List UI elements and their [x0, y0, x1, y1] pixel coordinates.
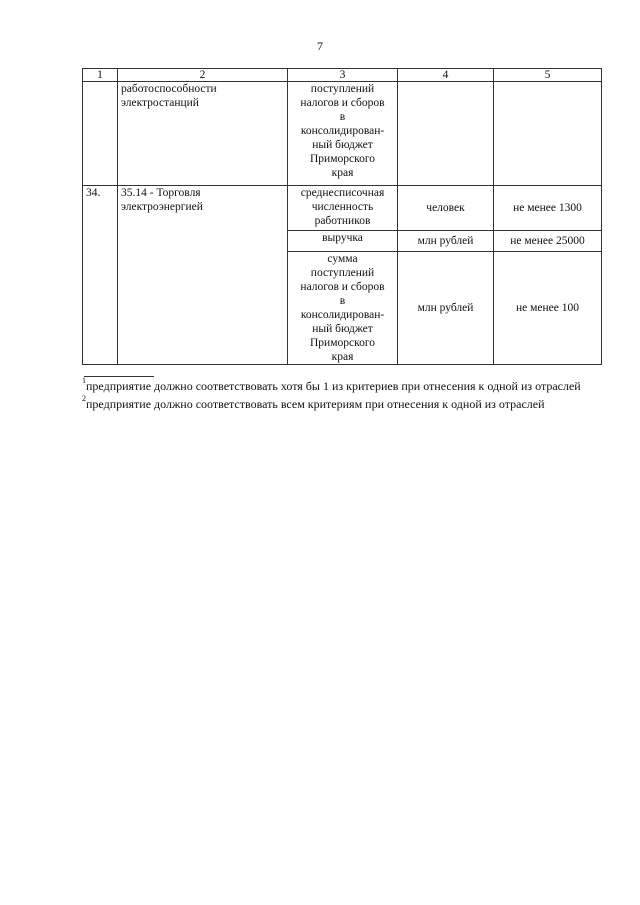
- table-row: [83, 82, 602, 186]
- criteria-table: [82, 68, 602, 365]
- header-cell: 4: [398, 69, 494, 82]
- indicator-line: среднесписочная: [300, 187, 385, 199]
- indicator-cell: [288, 82, 398, 186]
- indicator-line: поступлений: [310, 267, 375, 279]
- activity-cell: работоспособности электростанций: [118, 82, 288, 186]
- indicator-line: сумма: [327, 253, 358, 265]
- value-cell: не менее 25000: [494, 231, 602, 252]
- indicator-line: в: [339, 295, 346, 307]
- activity-cell: 35.14 - Торговля электроэнергией: [118, 186, 288, 365]
- indicator-line: поступлений: [310, 83, 375, 95]
- table-header-row: [83, 69, 602, 82]
- indicator-line: края: [331, 167, 354, 179]
- indicator-cell: [288, 186, 398, 231]
- footnote: [82, 395, 612, 413]
- row-number-cell: [83, 82, 118, 186]
- table-row: [83, 186, 602, 231]
- header-cell: 5: [494, 69, 602, 82]
- indicator-line: налогов и сборов: [300, 97, 385, 109]
- footnote-mark: 1: [82, 376, 86, 385]
- footnote-text: предприятие должно соответствовать всем критериям при отнесения к одной из отраслей: [86, 397, 545, 411]
- indicator-line: ный бюджет: [312, 323, 373, 335]
- indicator-line: работников: [314, 215, 371, 227]
- footnote-mark: 2: [82, 394, 86, 403]
- indicator-line: консолидирован-: [300, 309, 385, 321]
- unit-cell: млн рублей: [398, 252, 494, 365]
- indicator-line: края: [331, 351, 354, 363]
- indicator-line: выручка: [322, 232, 363, 244]
- indicator-line: налогов и сборов: [300, 281, 385, 293]
- indicator-cell: [288, 231, 398, 252]
- indicator-line: в: [339, 111, 346, 123]
- footnotes: [82, 377, 612, 413]
- footnote: [82, 377, 612, 395]
- row-number-cell: 34.: [83, 186, 118, 365]
- footnote-text: предприятие должно соответствовать хотя бы 1 из критериев при отнесения к одной из отраслей: [86, 379, 581, 393]
- value-cell: [494, 82, 602, 186]
- unit-cell: [398, 82, 494, 186]
- page-number: 7: [317, 39, 323, 53]
- indicator-cell: [288, 252, 398, 365]
- indicator-line: Приморского: [309, 337, 376, 349]
- indicator-line: Приморского: [309, 153, 376, 165]
- header-cell: 3: [288, 69, 398, 82]
- unit-cell: млн рублей: [398, 231, 494, 252]
- value-cell: не менее 1300: [494, 186, 602, 231]
- header-cell: 2: [118, 69, 288, 82]
- indicator-line: ный бюджет: [312, 139, 373, 151]
- unit-cell: человек: [398, 186, 494, 231]
- indicator-line: численность: [311, 201, 374, 213]
- header-cell: 1: [83, 69, 118, 82]
- value-cell: не менее 100: [494, 252, 602, 365]
- indicator-line: консолидирован-: [300, 125, 385, 137]
